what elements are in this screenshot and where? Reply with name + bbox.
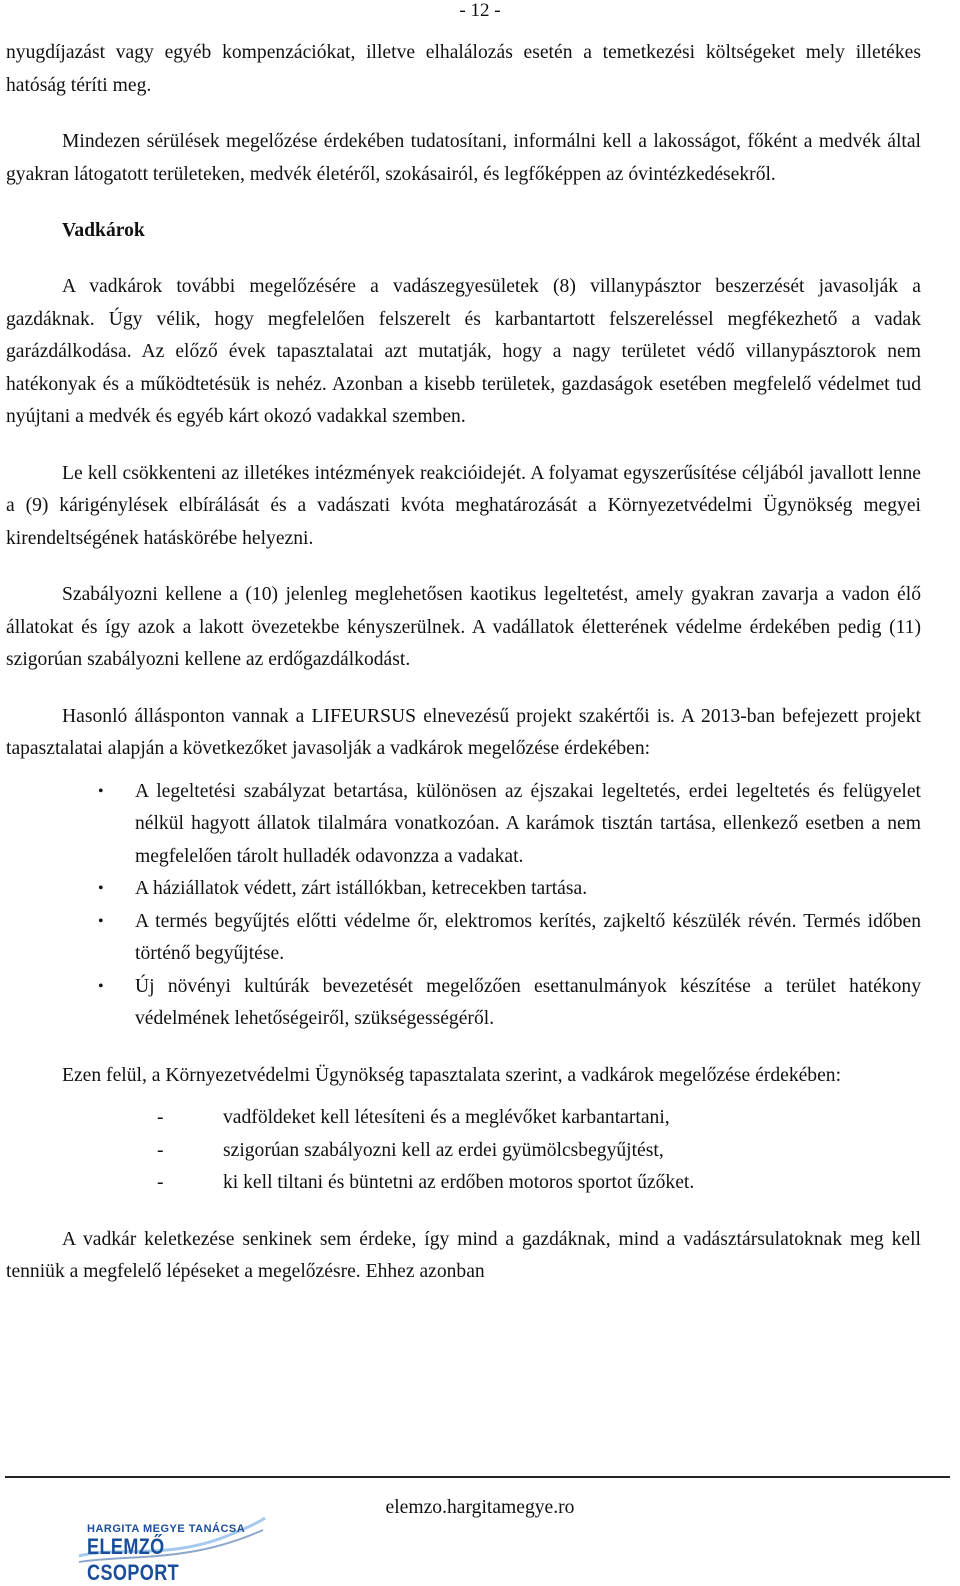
dash-item-text: vadföldeket kell létesíteni és a meglévőket karbantartani,	[223, 1107, 670, 1128]
paragraph-8: A vadkár keletkezése senkinek sem érdeke, így mind a gazdáknak, mind a vadásztársulatoknak meg kell tenniük a megfelelő lépéseket a megelőzésre. Ehhez azonban	[6, 1228, 921, 1282]
bullet-item-text: A háziállatok védett, zárt istállókban, ketrecekben tartása.	[135, 878, 588, 899]
bullet-icon: •	[98, 977, 104, 995]
bullet-item	[98, 971, 921, 1036]
paragraph-4: Le kell csökkenteni az illetékes intézmények reakcióidejét. A folyamat egyszerűsítése céljából javallott lenne a (9) kárigénylések elbírálását és a vadászati kvóta meghatározását a Környezetvédelmi Ügynökség megyei kirendeltségének hatáskörébe helyezni.	[6, 462, 921, 549]
bullet-list	[6, 776, 921, 1036]
footer-url[interactable]: elemzo.hargitamegye.ro	[385, 1497, 575, 1518]
bullet-item	[98, 873, 921, 906]
organization-logo	[83, 1520, 261, 1585]
dash-icon: -	[157, 1107, 164, 1128]
bullet-item-text: Új növényi kultúrák bevezetését megelőzően esettanulmányok készítése a terület hatékony védelmének lehetőségeiről, szükségességéről.	[135, 975, 921, 1029]
dash-item	[157, 1167, 921, 1200]
logo-line-2: ELEMZŐ CSOPORT	[87, 1534, 180, 1585]
bullet-item-text: A legeltetési szabályzat betartása, különösen az éjszakai legeltetés, erdei legeltetés és felügyelet nélkül hagyott állatok tilalmára vonatkozóan. A karámok tisztán tartása, ellenkező esetben a nem megfelelően tárolt hulladék odavonzza a vadakat.	[135, 780, 921, 867]
bullet-item-text: A termés begyűjtés előtti védelme őr, elektromos kerítés, zajkeltő készülék révén. Termés időben történő begyűjtése.	[135, 910, 921, 964]
paragraph-6: Hasonló állásponton vannak a LIFEURSUS elnevezésű projekt szakértői is. A 2013-ban befejezett projekt tapasztalatai alapján a következőket javasolják a vadkárok megelőzése érdekében:	[6, 705, 921, 759]
paragraph-2: Mindezen sérülések megelőzése érdekében tudatosítani, informálni kell a lakosságot, főként a medvék által gyakran látogatott területeken, medvék életéről, szokásairól, és legfőképpen az óvintézkedésekről.	[6, 131, 921, 185]
paragraph-3: A vadkárok további megelőzésére a vadászegyesületek (8) villanypásztor beszerzését javasolják a gazdáknak. Úgy vélik, hogy megfelelően felszerelt és karbantartott felszereléssel megfékezhető a vadak garázdálkodása. Az előző évek tapasztalatai azt mutatják, hogy a nagy területet védő villanypásztorok nem hatékonyak és a működtetésük is nehéz. Azonban a kisebb területek, gazdaságok esetében megfelelő védelmet tud nyújtani a medvék és egyéb kárt okozó vadakkal szemben.	[6, 276, 921, 427]
footer-divider	[5, 1476, 950, 1478]
bullet-icon: •	[98, 912, 104, 930]
dash-list	[6, 1102, 921, 1200]
section-heading-vadkarok: Vadkárok	[62, 220, 145, 241]
dash-item	[157, 1135, 921, 1168]
dash-item-text: szigorúan szabályozni kell az erdei gyümölcsbegyűjtést,	[223, 1139, 664, 1161]
dash-icon: -	[157, 1139, 164, 1161]
logo-line-1: HARGITA MEGYE TANÁCSA	[87, 1523, 246, 1535]
bullet-icon: •	[98, 880, 104, 897]
dash-icon: -	[157, 1172, 164, 1193]
paragraph-5: Szabályozni kellene a (10) jelenleg meglehetősen kaotikus legeltetést, amely gyakran zavarja a vadon élő állatokat és így azok a lakott övezetekbe kényszerülnek. A vadállatok életterének védelme érdekében pedig (11) szigorúan szabályozni kellene az erdőgazdálkodást.	[6, 584, 921, 670]
page-number: - 12 -	[459, 0, 501, 21]
dash-item	[157, 1102, 921, 1135]
paragraph-1: nyugdíjazást vagy egyéb kompenzációkat, illetve elhalálozás esetén a temetkezési költségeket mely illetékes hatóság téríti meg.	[6, 42, 921, 96]
dash-item-text: ki kell tiltani és büntetni az erdőben motoros sportot űzőket.	[223, 1172, 695, 1193]
bullet-item	[98, 906, 921, 971]
document-body	[6, 37, 921, 1289]
bullet-icon: •	[98, 782, 104, 800]
bullet-item	[98, 776, 921, 874]
paragraph-7: Ezen felül, a Környezetvédelmi Ügynökség tapasztalata szerint, a vadkárok megelőzése érdekében:	[62, 1064, 842, 1086]
